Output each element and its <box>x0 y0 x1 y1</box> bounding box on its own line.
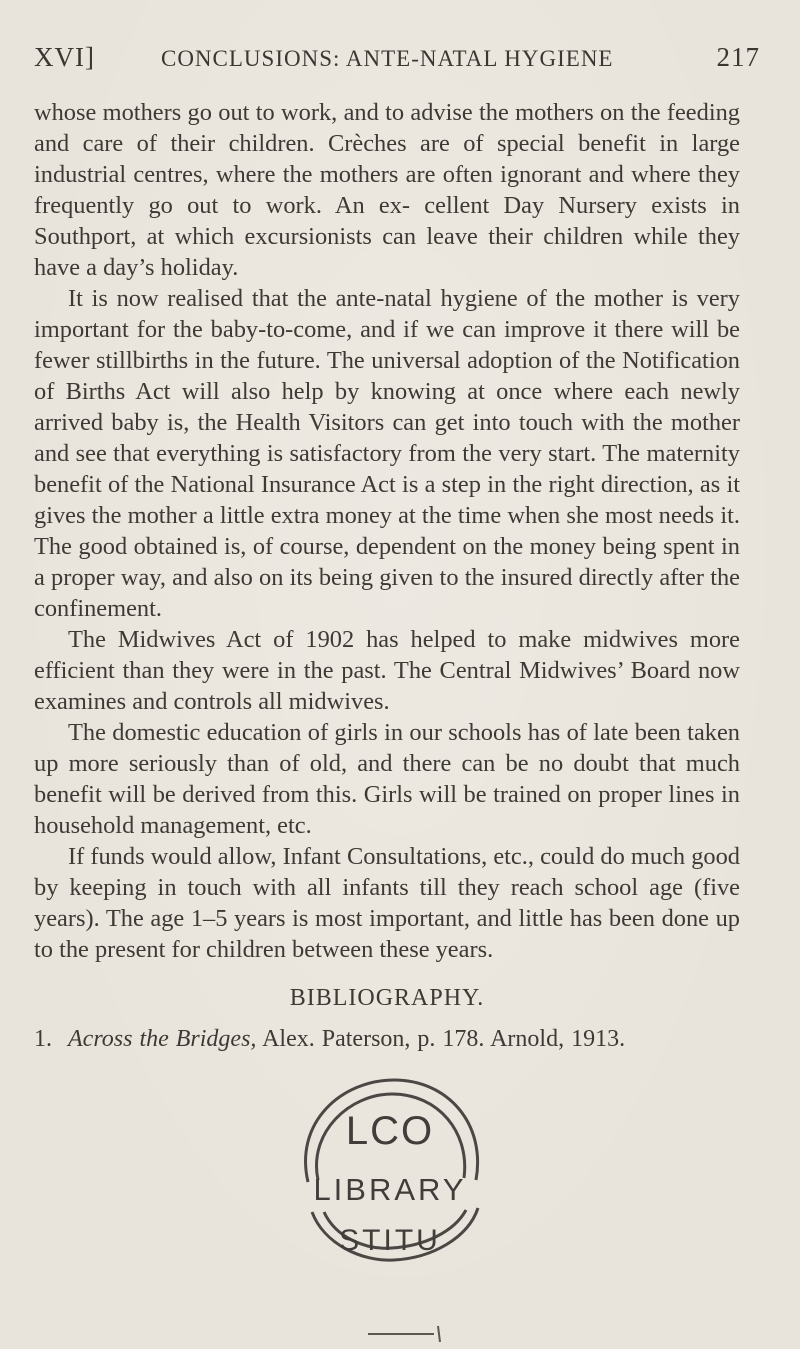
bibliography-entry <box>34 1024 740 1055</box>
bibliography-entry-details: Alex. Paterson, p. 178. Arnold, 1913. <box>256 1026 626 1052</box>
paragraph-3: The Midwives Act of 1902 has helped to make midwives more efficient than they were in the past. The Central Midwives’ Board now examines and controls all midwives. <box>34 626 740 715</box>
library-stamp <box>272 1062 508 1274</box>
paragraph-5: If funds would allow, Infant Consultations, etc., could do much good by keeping in touch with all infants till they reach school age (five years). The age 1–5 years is most important, and little has been done up to the present for children between these years. <box>34 843 740 963</box>
paragraph-2: It is now realised that the ante-natal hygiene of the mother is very important for the baby-to-come, and if we can improve it there will be fewer stillbirths in the future. The universal adoption of the Notification of Births Act will also help by knowing at once where each newly arrived baby is, the Health Visitors can get into touch with the mother and see that everything is satisfactory from the very start. The maternity benefit of the National Insurance Act is a step in the right direction, as it gives the mother a little extra money at the time when she most needs it. The good obtained is, of course, dependent on the money being spent in a proper way, and also on its being given to the insured directly after the confinement. <box>34 285 740 622</box>
library-stamp-icon <box>272 1062 508 1274</box>
bibliography-entry-number: 1. <box>34 1026 52 1052</box>
paragraph-4: The domestic education of girls in our schools has of late been taken up more seriously than of old, and there can be no doubt that much benefit will be derived from this. Girls will be trained on proper lines in household management, etc. <box>34 719 740 839</box>
chapter-number: XVI] <box>34 42 95 72</box>
running-head <box>34 42 760 82</box>
page-number: 217 <box>716 42 760 72</box>
ink-mark <box>348 1320 468 1344</box>
body-text <box>34 97 740 1055</box>
bibliography-entry-title: Across the Bridges, <box>68 1026 257 1052</box>
stamp-bottom-text: STITU <box>339 1224 441 1257</box>
stamp-top-text: LCO <box>345 1109 435 1153</box>
stamp-label: LIBRARY <box>313 1172 467 1207</box>
paragraph-1: whose mothers go out to work, and to advise the mothers on the feeding and care of their children. Crèches are of special benefit in large industrial centres, where the mothers are often ignorant and where they frequently go out to work. An ex- cellent Day Nursery exists in Southport, at which excursionists can leave their children while they have a day’s holiday. <box>34 99 740 281</box>
bibliography-heading: BIBLIOGRAPHY. <box>289 985 485 1011</box>
chapter-title: CONCLUSIONS: ANTE-NATAL HYGIENE <box>160 46 614 71</box>
